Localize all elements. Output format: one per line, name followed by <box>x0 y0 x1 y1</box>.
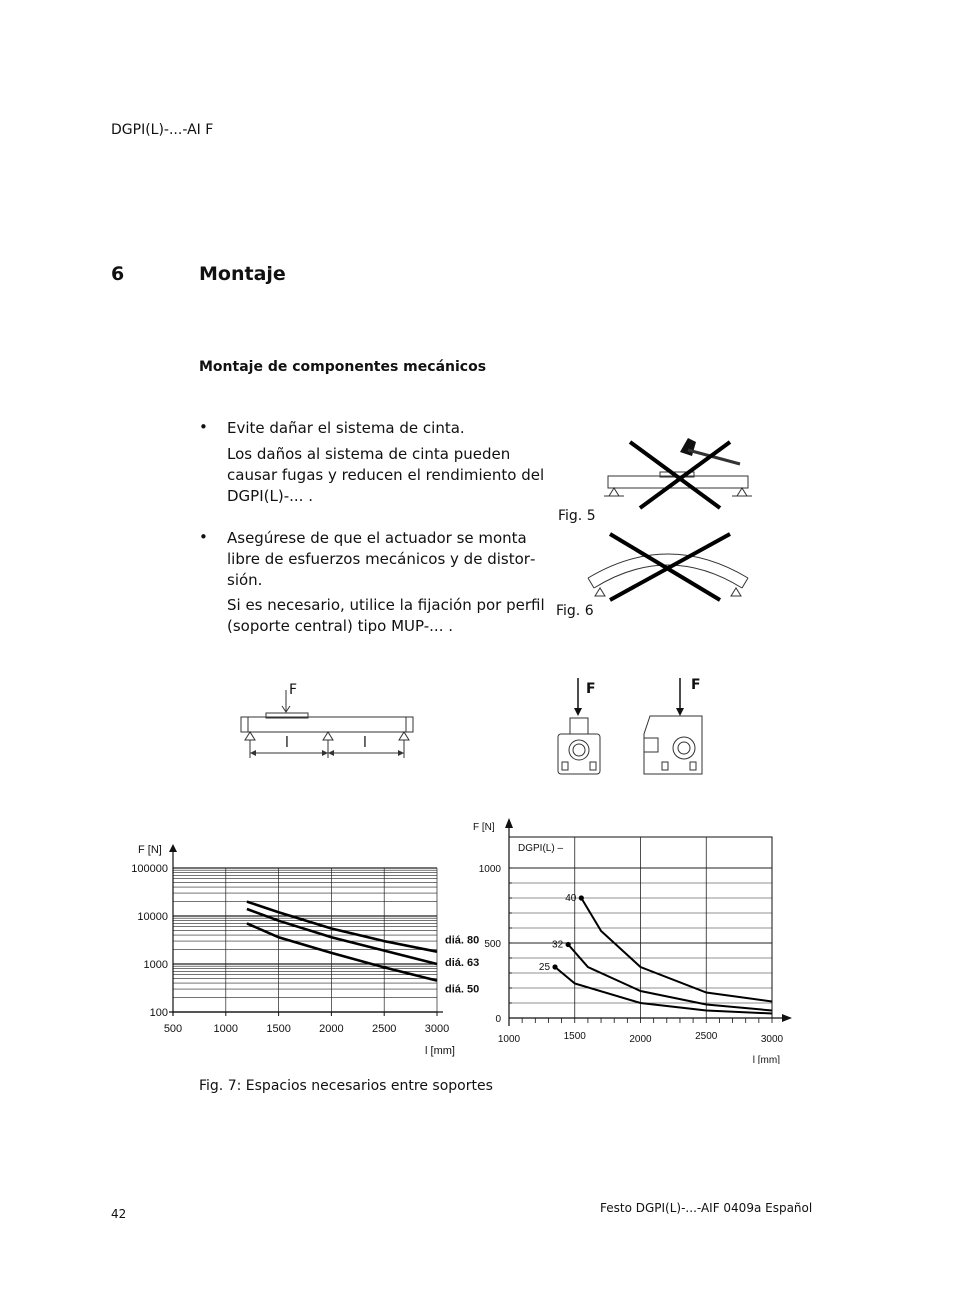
beam-span-label: l <box>363 735 367 751</box>
profile-force-label: F <box>586 681 596 697</box>
y-axis-arrow <box>169 844 177 852</box>
x-tick-label: 3000 <box>424 1023 450 1035</box>
beam-force-label: F <box>289 682 298 698</box>
bullet-marker: • <box>199 528 208 546</box>
series-line <box>581 898 772 1002</box>
x-tick-label: 1500 <box>266 1023 291 1035</box>
figure-caption <box>199 1078 493 1094</box>
fig5-label: Fig. 5 <box>558 508 596 524</box>
bullet-text: Evite dañar el sistema de cinta. <box>227 419 465 437</box>
bullet-marker: • <box>199 418 208 436</box>
x-tick-label: 500 <box>163 1023 183 1035</box>
x-tick-label: 3000 <box>760 1034 784 1045</box>
beam-support-diagram <box>236 680 426 765</box>
y-tick-label: 100 <box>149 1007 168 1019</box>
x-axis-label: l [mm] <box>425 1045 455 1057</box>
footer-doc-info: Festo DGPI(L)-...-AIF 0409a Español <box>600 1201 813 1215</box>
x-tick-label: 1000 <box>497 1034 521 1045</box>
profile-cross-sections <box>550 678 710 778</box>
y-axis-label: F [N] <box>473 822 495 833</box>
x-tick-label: 1500 <box>563 1031 586 1042</box>
fig6-label: Fig. 6 <box>556 603 594 619</box>
x-tick-label: 1000 <box>213 1023 239 1035</box>
profile-force-label: F <box>691 677 701 693</box>
bullet-detail: Los daños al sistema de cinta pueden causar fugas y reducen el rendimiento del DGPI(L)-... . <box>227 445 545 505</box>
y-tick-label: 100000 <box>131 863 168 875</box>
y-tick-label: 10000 <box>137 911 168 923</box>
subsection-title: Montaje de componentes mecánicos <box>199 359 487 375</box>
series-label: diá. 63 <box>445 957 480 969</box>
series-label: diá. 50 <box>445 983 480 996</box>
bullet-detail: Si es necesario, utilice la fijación por perfil (soporte central) tipo MUP-... . <box>227 596 545 635</box>
x-tick-label: 2000 <box>319 1023 344 1035</box>
caption-label: Fig. 7: <box>199 1078 242 1094</box>
x-axis-label: l [mm] <box>752 1055 780 1064</box>
bullet-text: Asegúrese de que el actuador se monta libre de esfuerzos mecánicos y de distorsión. <box>227 529 536 589</box>
series-label: 32 <box>552 939 564 951</box>
series-start-point <box>566 942 571 947</box>
chart-force-log <box>110 838 490 1063</box>
x-tick-label: 2500 <box>695 1031 718 1042</box>
series-label: 40 <box>565 893 577 904</box>
series-label: 25 <box>538 962 551 973</box>
fig5-illustration <box>600 432 760 512</box>
y-tick-label: 500 <box>484 939 501 950</box>
chart-title: DGPI(L) – <box>518 843 564 854</box>
page-number: 42 <box>111 1207 127 1221</box>
y-tick-label: 1000 <box>478 864 501 875</box>
series-label: diá. 80 <box>445 934 480 947</box>
series-start-point <box>579 895 584 900</box>
section-title: Montaje <box>199 263 286 285</box>
document-header: DGPI(L)-...-AI F <box>111 122 214 138</box>
chart-force-linear <box>470 812 800 1064</box>
y-tick-label: 1000 <box>143 959 168 971</box>
fig6-illustration <box>580 530 755 605</box>
beam-span-label: l <box>285 735 289 751</box>
x-tick-label: 2500 <box>371 1023 397 1035</box>
section-number: 6 <box>111 263 125 285</box>
x-axis-arrow <box>782 1014 792 1022</box>
y-tick-label: 0 <box>495 1014 501 1025</box>
y-axis-label: F [N] <box>138 844 162 856</box>
caption-text: Espacios necesarios entre soportes <box>241 1078 493 1094</box>
series-start-point <box>552 964 557 969</box>
y-axis-arrow <box>505 818 513 828</box>
x-tick-label: 2000 <box>629 1034 652 1045</box>
